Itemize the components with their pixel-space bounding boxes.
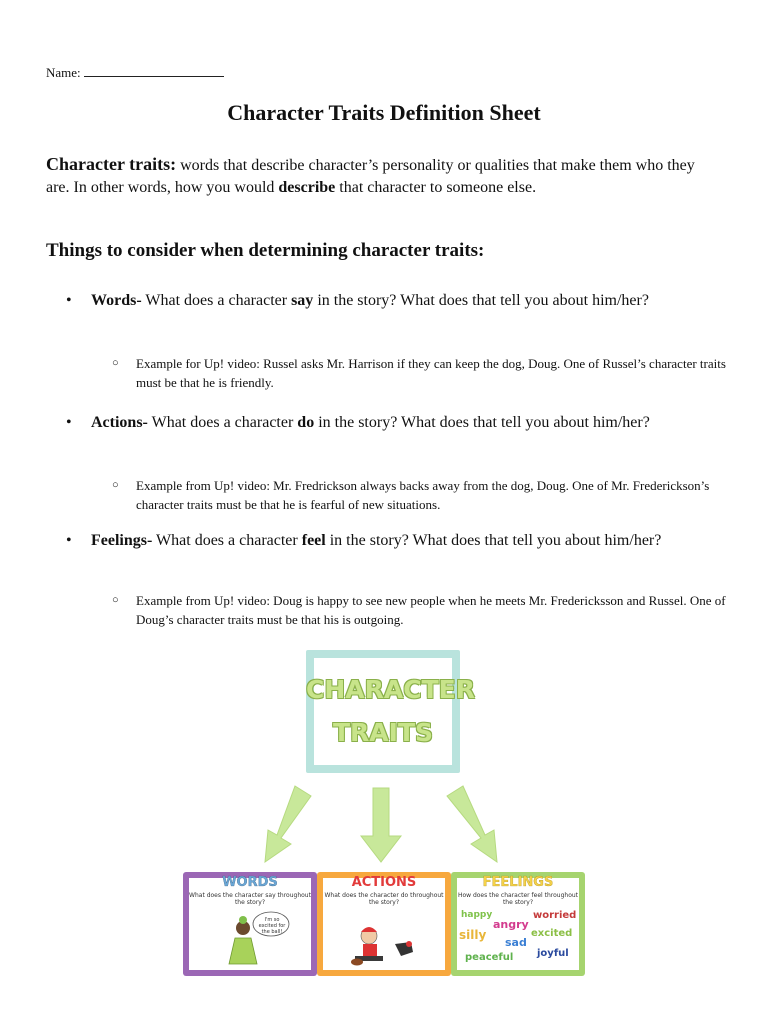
page-title: Character Traits Definition Sheet — [227, 100, 541, 125]
bullet-dot: • — [66, 414, 72, 431]
bullet-text-1: What does a character — [152, 532, 302, 549]
name-blank-line[interactable] — [84, 64, 224, 77]
definition-text-1: words that describe character’s personality or qualities that make them who they are. In other words, how you would — [46, 157, 695, 196]
consider-heading: Things to consider when determining character traits: — [46, 240, 485, 261]
feeling-word: sad — [505, 936, 527, 949]
words-panel-caption: What does the character say throughout the story? — [189, 892, 311, 906]
sub-bullet-circle: ○ — [112, 479, 119, 491]
arrow-left-icon — [265, 786, 311, 862]
feelings-panel — [451, 872, 585, 976]
bullet-lead: Actions- — [91, 414, 148, 431]
feeling-word: worried — [533, 910, 577, 921]
bullet-key: say — [291, 292, 314, 309]
bullet-text-2: in the story? What does that tell you about him/her? — [314, 414, 650, 431]
definition-text-2: that character to someone else. — [335, 179, 537, 196]
bullet-lead: Feelings- — [91, 532, 153, 549]
character-traits-illustration — [183, 650, 586, 980]
actions-panel-caption: What does the character do throughout the story? — [324, 892, 444, 906]
words-panel-title: WORDS — [222, 875, 278, 890]
name-label: Name: — [46, 65, 81, 80]
bullet-text-2: in the story? What does that tell you about him/her? — [325, 532, 662, 549]
feeling-word: angry — [493, 918, 529, 931]
actions-panel — [317, 872, 451, 976]
definition-paragraph — [46, 153, 716, 199]
example-text: Example from Up! video: Mr. Fredrickson always backs away from the dog, Doug. One of Mr. Frederickson’s character traits must be that he is fearful of new situations. — [136, 478, 710, 512]
bullet-text-1: What does a character — [141, 292, 292, 309]
bullet-dot: • — [66, 532, 72, 549]
definition-emphasis: describe — [278, 179, 336, 196]
feeling-word: happy — [461, 910, 493, 920]
bullet-dot: • — [66, 292, 72, 309]
bullet-text-2: in the story? What does that tell you about him/her? — [313, 292, 649, 309]
feelings-panel-title: FEELINGS — [482, 875, 554, 890]
bullet-key: feel — [301, 532, 326, 549]
example-text: Example for Up! video: Russel asks Mr. Harrison if they can keep the dog, Doug. One of Russel’s character traits must be that he is friendly. — [136, 356, 726, 390]
title-box-line-2: TRAITS — [332, 718, 433, 747]
feeling-word: excited — [531, 928, 573, 939]
sub-bullet-circle: ○ — [112, 594, 119, 606]
running-boy-figure — [317, 872, 451, 976]
bullet-lead: Words- — [91, 292, 142, 309]
arrow-right-icon — [447, 786, 497, 862]
title-box-line-1: CHARACTER — [306, 675, 475, 704]
arrows-graphic — [183, 778, 586, 878]
name-field — [46, 64, 224, 81]
feeling-word: silly — [459, 928, 487, 942]
feelings-panel-caption: How does the character feel throughout the story? — [457, 892, 579, 906]
definition-term: Character traits: — [46, 154, 177, 174]
feeling-word: peaceful — [465, 952, 514, 963]
arrow-down-icon — [361, 788, 401, 862]
speech-bubble-text: I'm so excited for the ball! — [258, 917, 286, 935]
example-text: Example from Up! video: Doug is happy to see new people when he meets Mr. Fredericksson and Russel. One of Doug’s character traits must be that his is outgoing. — [136, 593, 726, 627]
princess-figure — [183, 872, 317, 976]
character-traits-title-box — [306, 650, 475, 773]
bullet-key: do — [297, 414, 315, 431]
bullet-text-1: What does a character — [147, 414, 298, 431]
words-panel — [183, 872, 317, 976]
sub-bullet-circle: ○ — [112, 357, 119, 369]
feeling-word: joyful — [537, 948, 569, 959]
actions-panel-title: ACTIONS — [351, 875, 417, 890]
